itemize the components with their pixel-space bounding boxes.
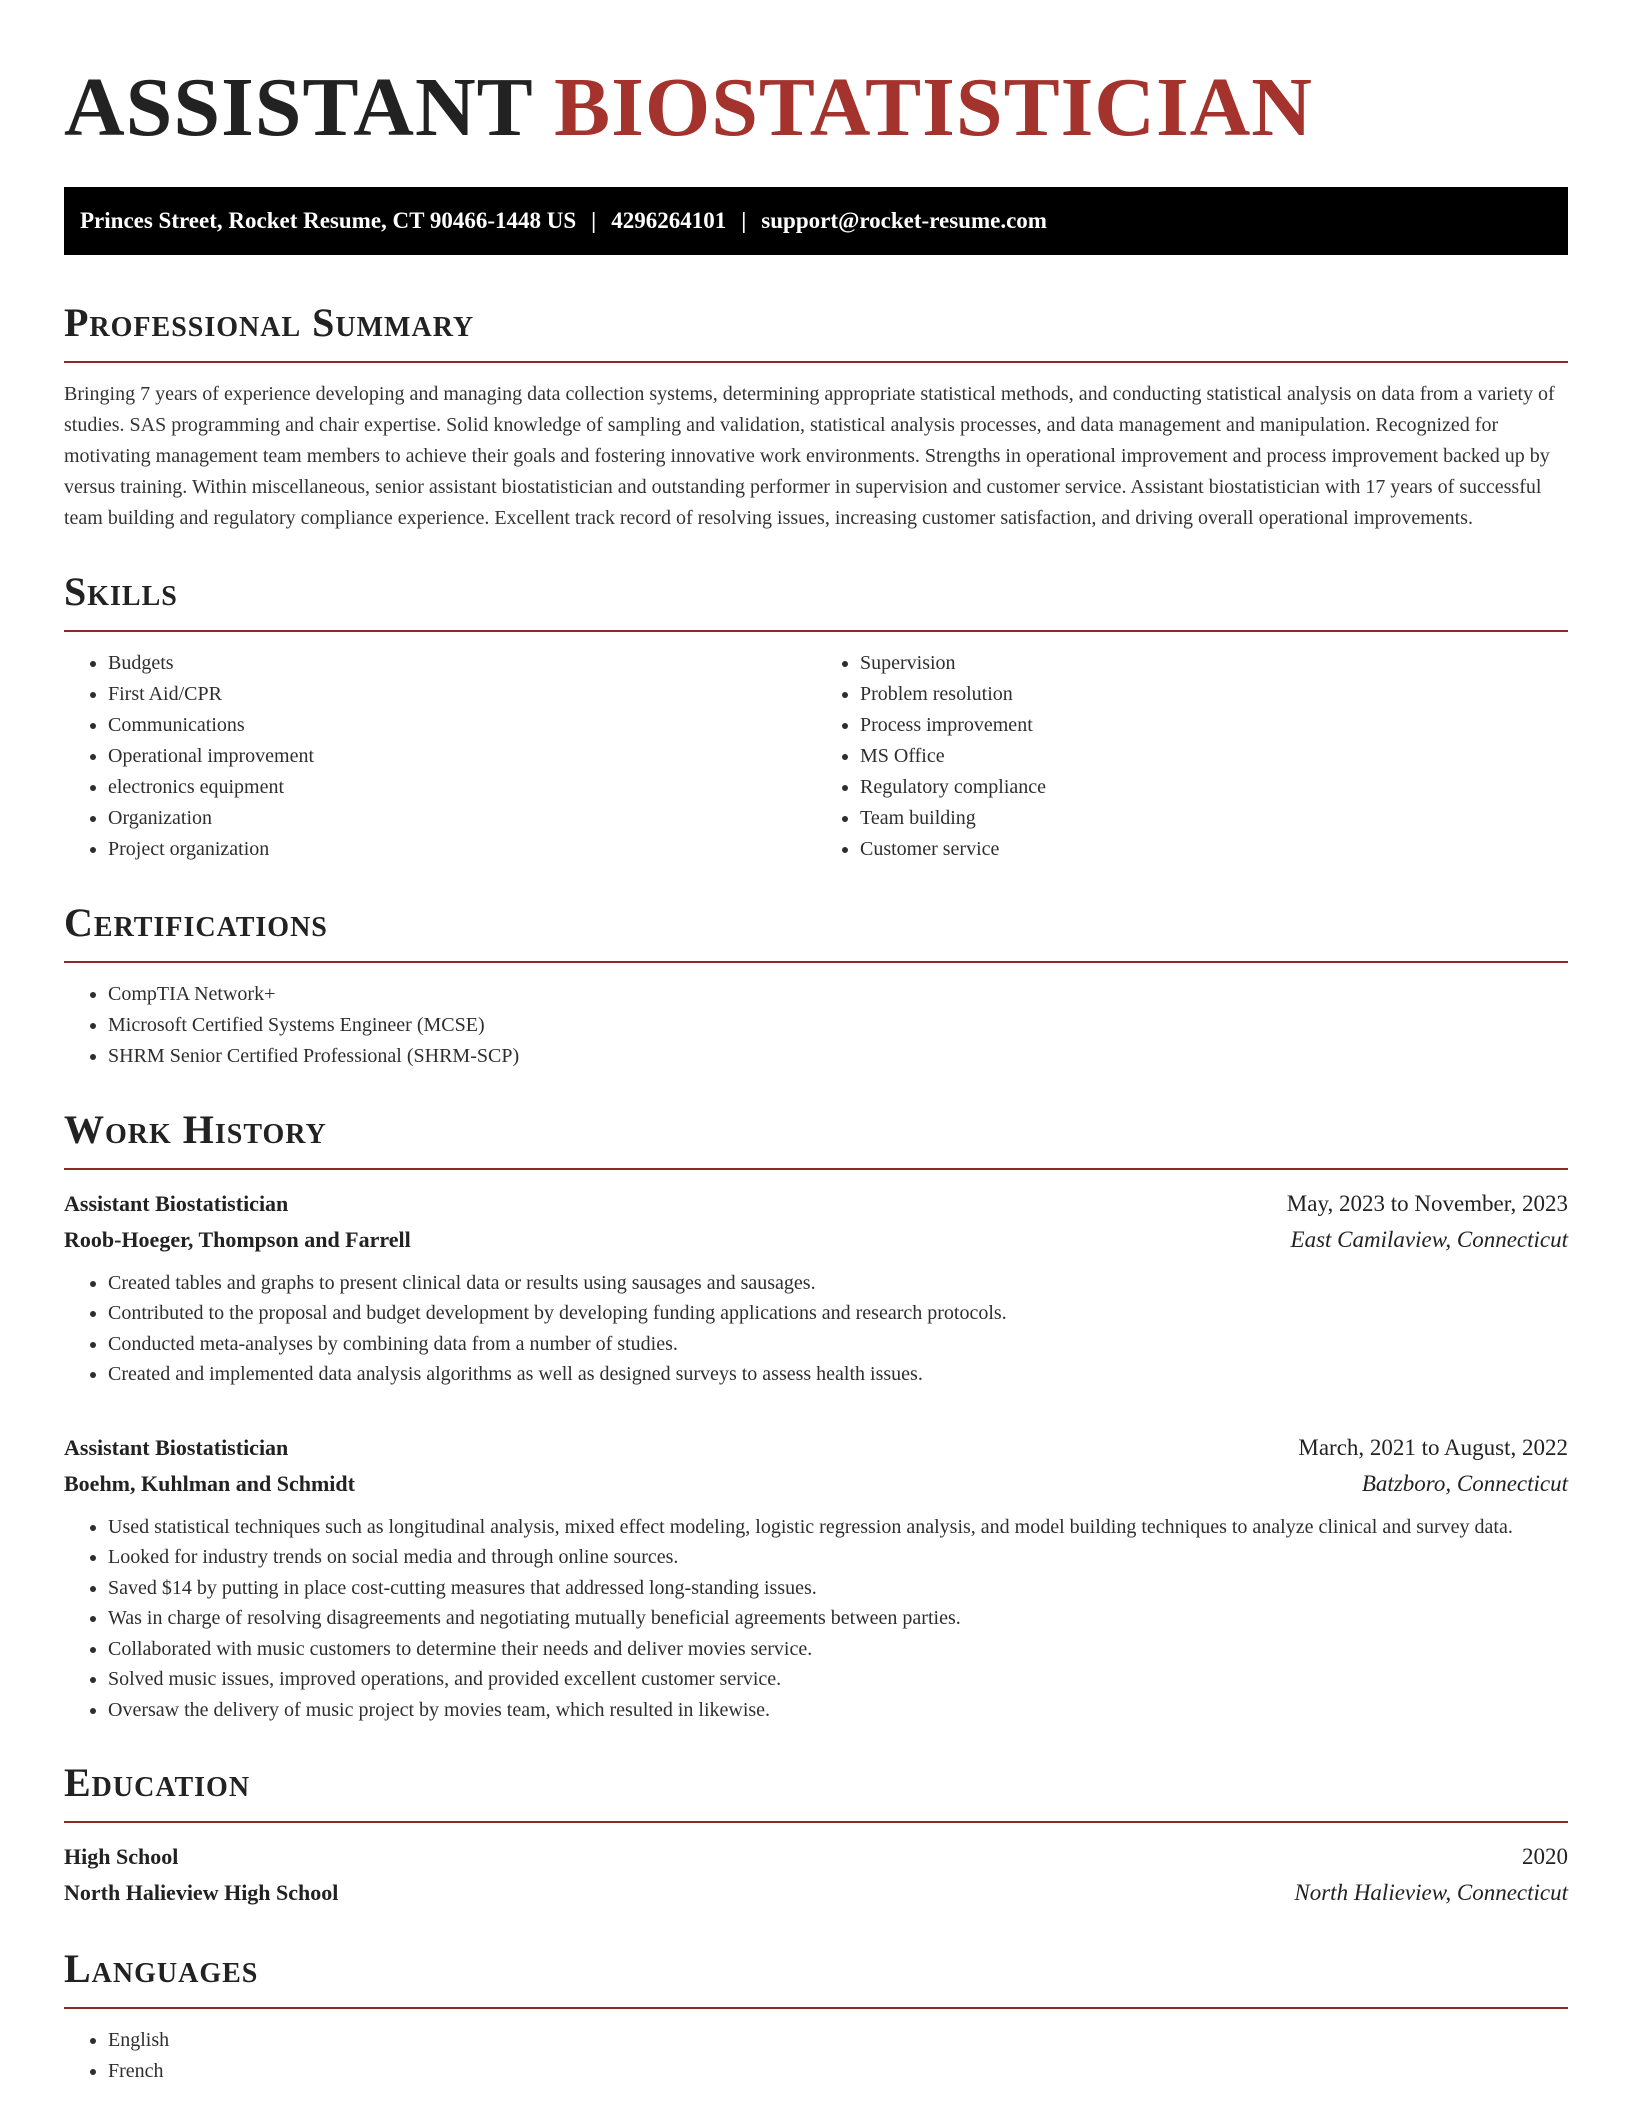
contact-email[interactable]: support@rocket-resume.com bbox=[761, 207, 1047, 233]
job-header-row bbox=[64, 1430, 1568, 1466]
section-title-certifications: Certifications bbox=[64, 899, 328, 945]
skill-item: • Customer service bbox=[860, 834, 1568, 865]
name-last: BIOSTATISTICIAN bbox=[554, 61, 1313, 154]
education-entry bbox=[64, 1839, 1568, 1911]
section-title-languages: Languages bbox=[64, 1946, 259, 1992]
certifications-list bbox=[64, 979, 1568, 1072]
job-company: Roob-Hoeger, Thompson and Farrell bbox=[64, 1226, 411, 1252]
skill-item: • Process improvement bbox=[860, 710, 1568, 741]
job-title: Assistant Biostatistician bbox=[64, 1434, 289, 1460]
job-bullet: • Solved music issues, improved operations, and provided excellent customer service. bbox=[108, 1664, 1568, 1695]
job-bullet: • Created and implemented data analysis algorithms as well as designed surveys to assess health issues. bbox=[108, 1359, 1568, 1390]
education-school-row bbox=[64, 1875, 1568, 1911]
contact-phone[interactable]: 4296264101 bbox=[611, 207, 727, 233]
job-bullet: • Used statistical techniques such as longitudinal analysis, mixed effect modeling, logistic regression analysis, and model building techniques to analyze clinical and survey data. bbox=[108, 1512, 1568, 1543]
job-dates: May, 2023 to November, 2023 bbox=[1286, 1190, 1568, 1216]
skills-grid bbox=[64, 632, 1568, 865]
section-divider bbox=[64, 2007, 1568, 2009]
skill-item: • electronics equipment bbox=[108, 772, 816, 803]
skill-item: • Communications bbox=[108, 710, 816, 741]
job-bullet: • Created tables and graphs to present clinical data or results using sausages and sausages. bbox=[108, 1268, 1568, 1299]
languages-list bbox=[64, 2025, 1568, 2087]
skill-item: • Operational improvement bbox=[108, 741, 816, 772]
work-history-section bbox=[64, 1106, 1568, 1726]
skill-item: • Organization bbox=[108, 803, 816, 834]
certification-item: • Microsoft Certified Systems Engineer (MCSE) bbox=[108, 1010, 1568, 1041]
section-divider bbox=[64, 1821, 1568, 1823]
job-dates: March, 2021 to August, 2022 bbox=[1298, 1434, 1568, 1460]
job-entry bbox=[64, 1186, 1568, 1390]
skill-item: • Problem resolution bbox=[860, 679, 1568, 710]
section-title-skills: Skills bbox=[64, 568, 178, 614]
education-location: North Halieview, Connecticut bbox=[1294, 1880, 1568, 1906]
certifications-section bbox=[64, 899, 1568, 1072]
section-divider bbox=[64, 961, 1568, 963]
section-title-summary: Professional Summary bbox=[64, 299, 475, 345]
skills-list-left bbox=[64, 648, 816, 865]
job-bullet: • Collaborated with music customers to determine their needs and deliver movies service. bbox=[108, 1634, 1568, 1665]
job-bullet: • Oversaw the delivery of music project by movies team, which resulted in likewise. bbox=[108, 1695, 1568, 1726]
languages-section bbox=[64, 1945, 1568, 2087]
skill-item: • Regulatory compliance bbox=[860, 772, 1568, 803]
skill-item: • Project organization bbox=[108, 834, 816, 865]
name-first: ASSISTANT bbox=[64, 61, 533, 154]
skill-item: • First Aid/CPR bbox=[108, 679, 816, 710]
job-entry bbox=[64, 1430, 1568, 1726]
language-item: • French bbox=[108, 2056, 1568, 2087]
language-item: • English bbox=[108, 2025, 1568, 2056]
section-divider bbox=[64, 361, 1568, 363]
education-degree: High School bbox=[64, 1844, 179, 1870]
section-title-education: Education bbox=[64, 1760, 251, 1806]
job-bullet: • Contributed to the proposal and budget development by developing funding applications and research protocols. bbox=[108, 1298, 1568, 1329]
job-header-row bbox=[64, 1186, 1568, 1222]
job-location: East Camilaview, Connecticut bbox=[1290, 1226, 1568, 1252]
contact-separator: | bbox=[741, 207, 747, 233]
job-bullet: • Conducted meta-analyses by combining data from a number of studies. bbox=[108, 1329, 1568, 1360]
job-bullet: • Looked for industry trends on social media and through online sources. bbox=[108, 1542, 1568, 1573]
contact-address: Princes Street, Rocket Resume, CT 90466-1448 US bbox=[80, 207, 577, 233]
certification-item: • CompTIA Network+ bbox=[108, 979, 1568, 1010]
job-bullets bbox=[64, 1512, 1568, 1726]
resume-name bbox=[64, 56, 1568, 159]
job-bullets bbox=[64, 1268, 1568, 1390]
job-bullet: • Was in charge of resolving disagreements and negotiating mutually beneficial agreements between parties. bbox=[108, 1603, 1568, 1634]
skills-list-right bbox=[816, 648, 1568, 865]
education-section bbox=[64, 1759, 1568, 1911]
job-bullet: • Saved $14 by putting in place cost-cutting measures that addressed long-standing issues. bbox=[108, 1573, 1568, 1604]
section-title-work-history: Work History bbox=[64, 1106, 327, 1152]
job-company-row bbox=[64, 1222, 1568, 1258]
skill-item: • MS Office bbox=[860, 741, 1568, 772]
job-title: Assistant Biostatistician bbox=[64, 1190, 289, 1216]
skills-section bbox=[64, 568, 1568, 865]
skill-item: • Budgets bbox=[108, 648, 816, 679]
skill-item: • Team building bbox=[860, 803, 1568, 834]
job-company-row bbox=[64, 1466, 1568, 1502]
summary-section bbox=[64, 299, 1568, 534]
job-location: Batzboro, Connecticut bbox=[1361, 1470, 1568, 1496]
education-header-row bbox=[64, 1839, 1568, 1875]
certification-item: • SHRM Senior Certified Professional (SHRM-SCP) bbox=[108, 1041, 1568, 1072]
job-company: Boehm, Kuhlman and Schmidt bbox=[64, 1470, 355, 1496]
contact-separator: | bbox=[591, 207, 597, 233]
contact-bar bbox=[64, 187, 1568, 255]
summary-text: Bringing 7 years of experience developing and managing data collection systems, determining appropriate statistical methods, and conducting statistical analysis on data from a variety of studies. SAS programming and chair expertise. Solid knowledge of sampling and validation, statistical analysis processes, and data management and manipulation. Recognized for motivating management team members to achieve their goals and fostering innovative work environments. Strengths in operational improvement and process improvement backed up by versus training. Within miscellaneous, senior assistant biostatistician and outstanding performer in supervision and customer service. Assistant biostatistician with 17 years of successful team building and regulatory compliance experience. Excellent track record of resolving issues, increasing customer satisfaction, and driving overall operational improvements. bbox=[64, 382, 1555, 529]
skill-item: • Supervision bbox=[860, 648, 1568, 679]
education-year: 2020 bbox=[1522, 1844, 1568, 1870]
section-divider bbox=[64, 1168, 1568, 1170]
education-school: North Halieview High School bbox=[64, 1880, 339, 1906]
